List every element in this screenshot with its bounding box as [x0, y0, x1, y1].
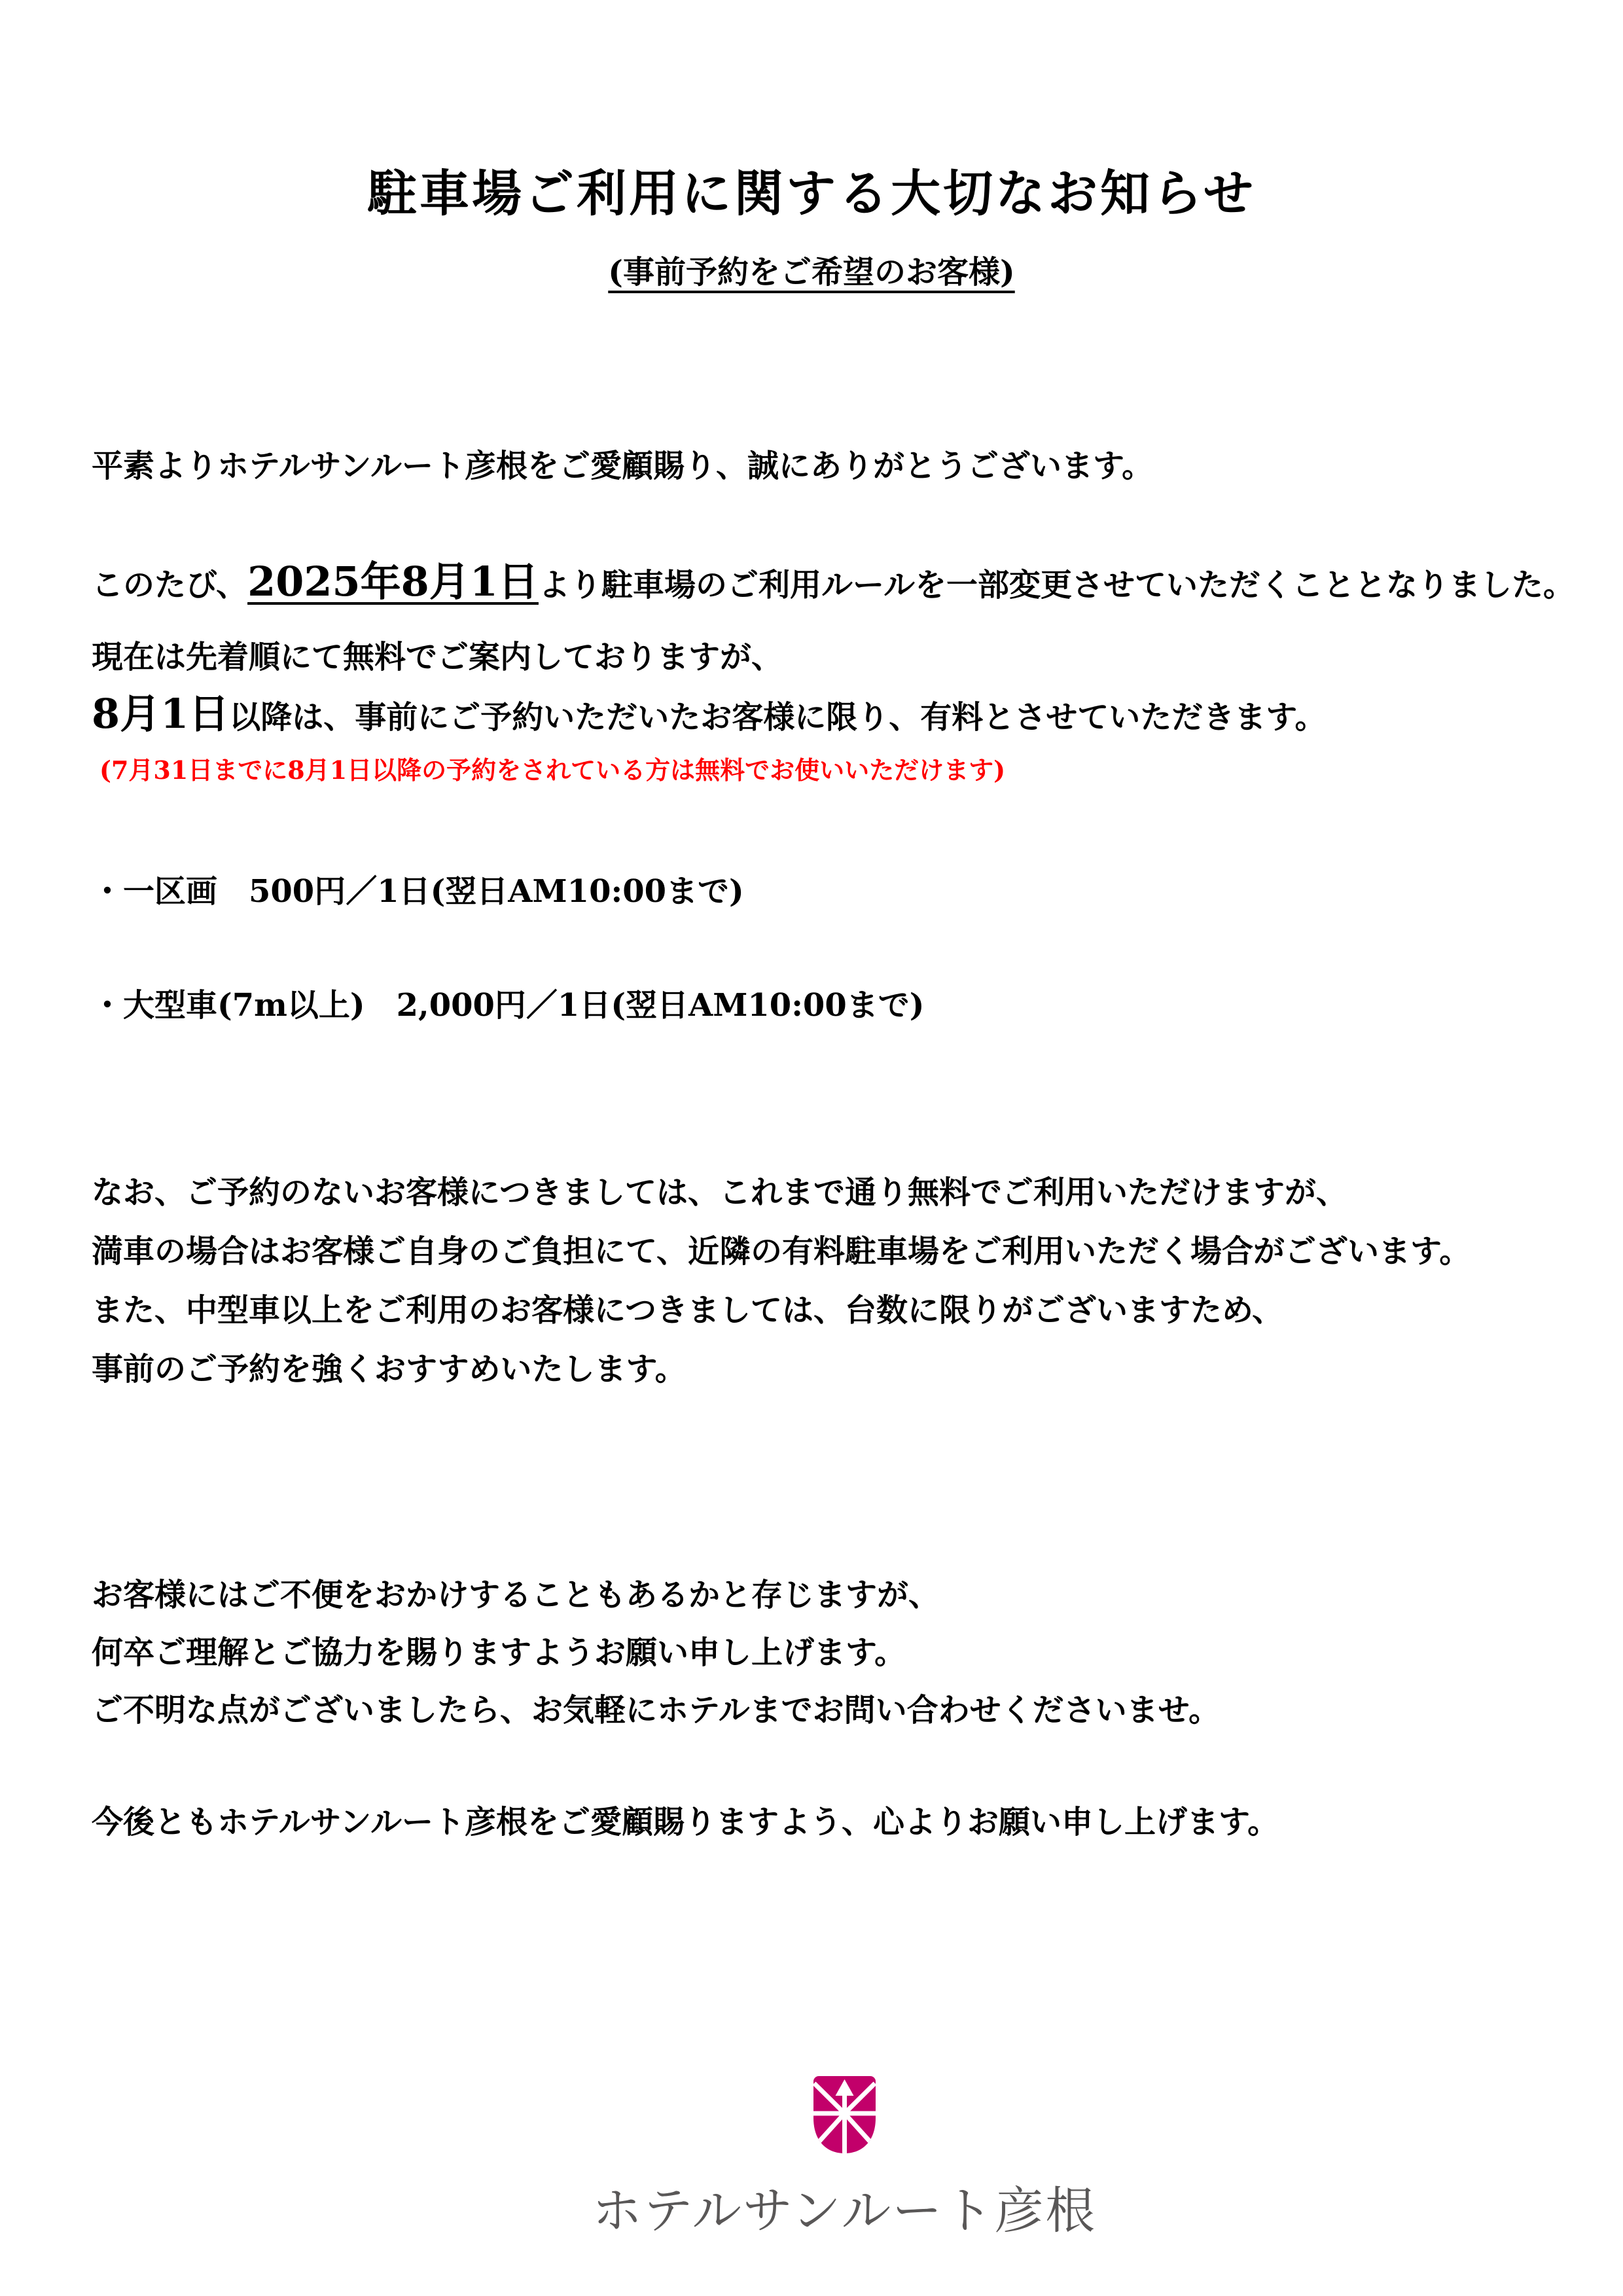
- red-note: (7月31日までに8月1日以降の予約をされている方は無料でお使いいただけます): [99, 755, 1006, 785]
- paragraph-line: なお、ご予約のないお客様につきましては、これまで通り無料でご利用いただけますが、: [92, 1174, 1348, 1211]
- new-rule-line: [92, 690, 1327, 738]
- new-rule-date: 8月1日: [92, 690, 230, 738]
- paragraph-line: お客様にはご不便をおかけすることもあるかと存じますが、: [92, 1577, 940, 1613]
- closing-line: 今後ともホテルサンルート彦根をご愛顧賜りますよう、心よりお願い申し上げます。: [92, 1804, 1279, 1840]
- page-subtitle: (事前予約をご希望のお客様): [608, 254, 1015, 291]
- page-title: 駐車場ご利用に関する大切なお知らせ: [367, 164, 1256, 223]
- paragraph-line: ご不明な点がございましたら、お気軽にホテルまでお問い合わせくださいませ。: [92, 1692, 1221, 1729]
- current-rule-line: 現在は先着順にて無料でご案内しておりますが、: [92, 639, 783, 675]
- apology-paragraph: [92, 1579, 1220, 1752]
- sunroute-shield-arrow-star-icon: [813, 2076, 876, 2153]
- greeting-line: 平素よりホテルサンルート彦根をご愛顧賜り、誠にありがとうございます。: [92, 448, 1154, 484]
- change-line-pre: このたび、: [92, 567, 248, 603]
- price-item-large-vehicle: ・大型車(7m以上) 2,000円／1日(翌日AM10:00まで): [92, 987, 925, 1024]
- price-item-standard: ・一区画 500円／1日(翌日AM10:00まで): [92, 873, 744, 910]
- paragraph-line: 事前のご予約を強くおすすめいたします。: [92, 1351, 687, 1388]
- change-date: 2025年8月1日: [247, 558, 539, 605]
- paragraph-line: 何卒ご理解とご協力を賜りますようお願い申し上げます。: [92, 1634, 906, 1671]
- change-line-post: より駐車場のご利用ルールを一部変更させていただくこととなりました。: [538, 567, 1575, 603]
- sunroute-logo: [65, 2076, 1623, 2240]
- change-line: [92, 558, 1575, 605]
- paragraph-line: また、中型車以上をご利用のお客様につきましては、台数に限りがございますため、: [92, 1292, 1284, 1329]
- new-rule-post: 以降は、事前にご予約いただいたお客様に限り、有料とさせていただきます。: [229, 699, 1327, 736]
- paragraph-line: 満車の場合はお客様ご自身のご負担にて、近隣の有料駐車場をご利用いただく場合がございます。: [92, 1233, 1471, 1270]
- hotel-name: ホテルサンルート彦根: [592, 2181, 1097, 2240]
- free-use-paragraph: [92, 1174, 1471, 1412]
